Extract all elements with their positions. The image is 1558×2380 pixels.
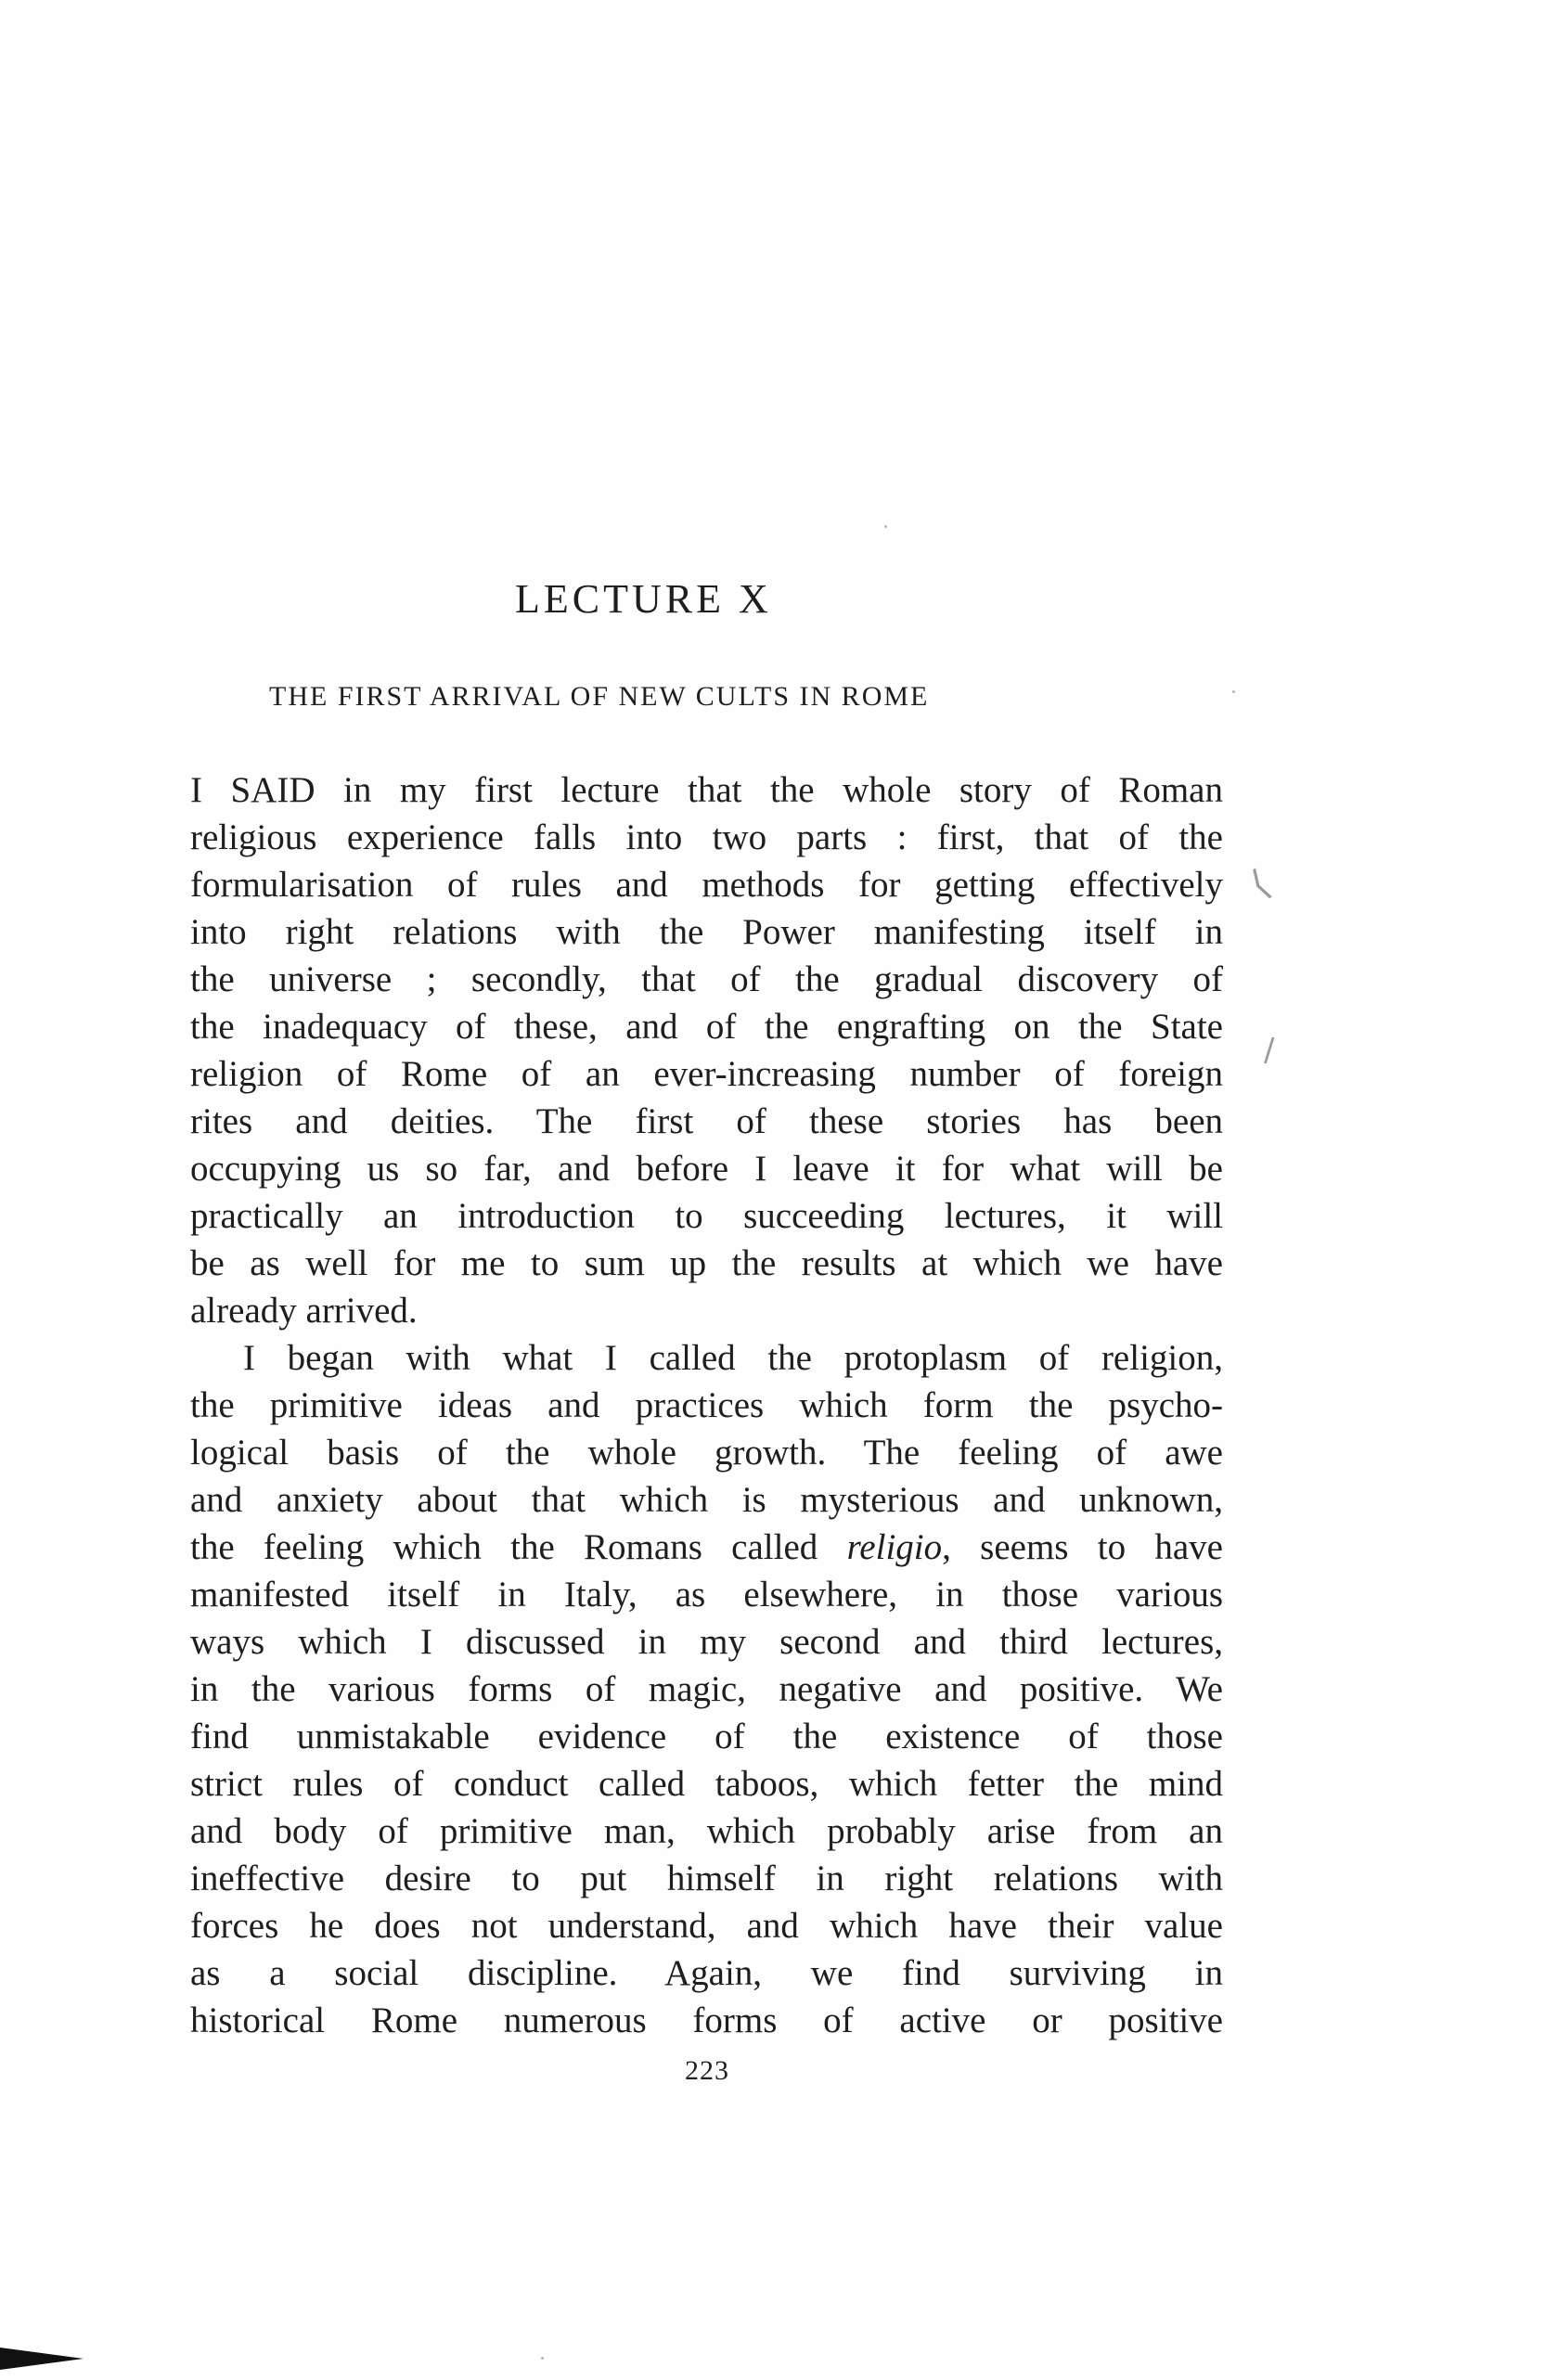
text-line: the universe ; secondly, that of the gradual discovery of bbox=[190, 959, 1223, 999]
text-line: as a social discipline. Again, we find surviving in bbox=[190, 1953, 1223, 1993]
text-line: occupying us so far, and before I leave it for what will be bbox=[190, 1149, 1223, 1189]
paper-speck bbox=[541, 2357, 544, 2360]
text-line: practically an introduction to succeeding lectures, it will bbox=[190, 1196, 1223, 1236]
text-line: into right relations with the Power manifesting itself in bbox=[190, 912, 1223, 952]
text-line: and anxiety about that which is mysterious and unknown, bbox=[190, 1480, 1223, 1520]
paper-speck bbox=[884, 525, 887, 528]
paper-speck bbox=[1232, 690, 1235, 693]
text-line: find unmistakable evidence of the existence of those bbox=[190, 1717, 1223, 1756]
text-line-1: I SAID in my first lecture that the whole story of Roman bbox=[190, 770, 1223, 810]
text-line: the primitive ideas and practices which form the psycho- bbox=[190, 1385, 1223, 1425]
lecture-heading: LECTURE X bbox=[515, 576, 772, 622]
text-line: logical basis of the whole growth. The feeling of awe bbox=[190, 1433, 1223, 1473]
text-line: and body of primitive man, which probably arise from an bbox=[190, 1811, 1223, 1851]
text-line: be as well for me to sum up the results at which we have bbox=[190, 1243, 1223, 1283]
text-line: I began with what I called the protoplasm of religion, bbox=[243, 1338, 1223, 1378]
text-line: ways which I discussed in my second and third lectures, bbox=[190, 1622, 1223, 1662]
text-line: ineffective desire to put himself in right relations with bbox=[190, 1859, 1223, 1898]
text-line: historical Rome numerous forms of active or positive bbox=[190, 2000, 1223, 2040]
pencil-mark: ⟨ bbox=[1243, 862, 1278, 907]
text-line: rites and deities. The first of these stories has been bbox=[190, 1101, 1223, 1141]
chapter-title: THE FIRST ARRIVAL OF NEW CULTS IN ROME bbox=[269, 681, 930, 712]
page-number: 223 bbox=[685, 2055, 729, 2086]
text-line: in the various forms of magic, negative and positive. We bbox=[190, 1669, 1223, 1709]
body-text bbox=[190, 766, 1223, 2044]
text-line: forces he does not understand, and which have their value bbox=[190, 1906, 1223, 1946]
opening-word: SAID bbox=[230, 770, 315, 810]
text-line: formularisation of rules and methods for getting effectively bbox=[190, 865, 1223, 905]
text-line: manifested itself in Italy, as elsewhere, in those various bbox=[190, 1575, 1223, 1615]
pencil-mark: / bbox=[1264, 1032, 1275, 1069]
text-line: religion of Rome of an ever-increasing number of foreign bbox=[190, 1054, 1223, 1094]
text-line-religio: the feeling which the Romans called religio, seems to have bbox=[190, 1527, 1223, 1567]
scan-edge-marker bbox=[0, 2348, 84, 2370]
text-line: the inadequacy of these, and of the engrafting on the State bbox=[190, 1007, 1223, 1047]
text-line: religious experience falls into two parts : first, that of the bbox=[190, 817, 1223, 857]
text-line: strict rules of conduct called taboos, which fetter the mind bbox=[190, 1764, 1223, 1804]
text-line: already arrived. bbox=[190, 1291, 418, 1331]
